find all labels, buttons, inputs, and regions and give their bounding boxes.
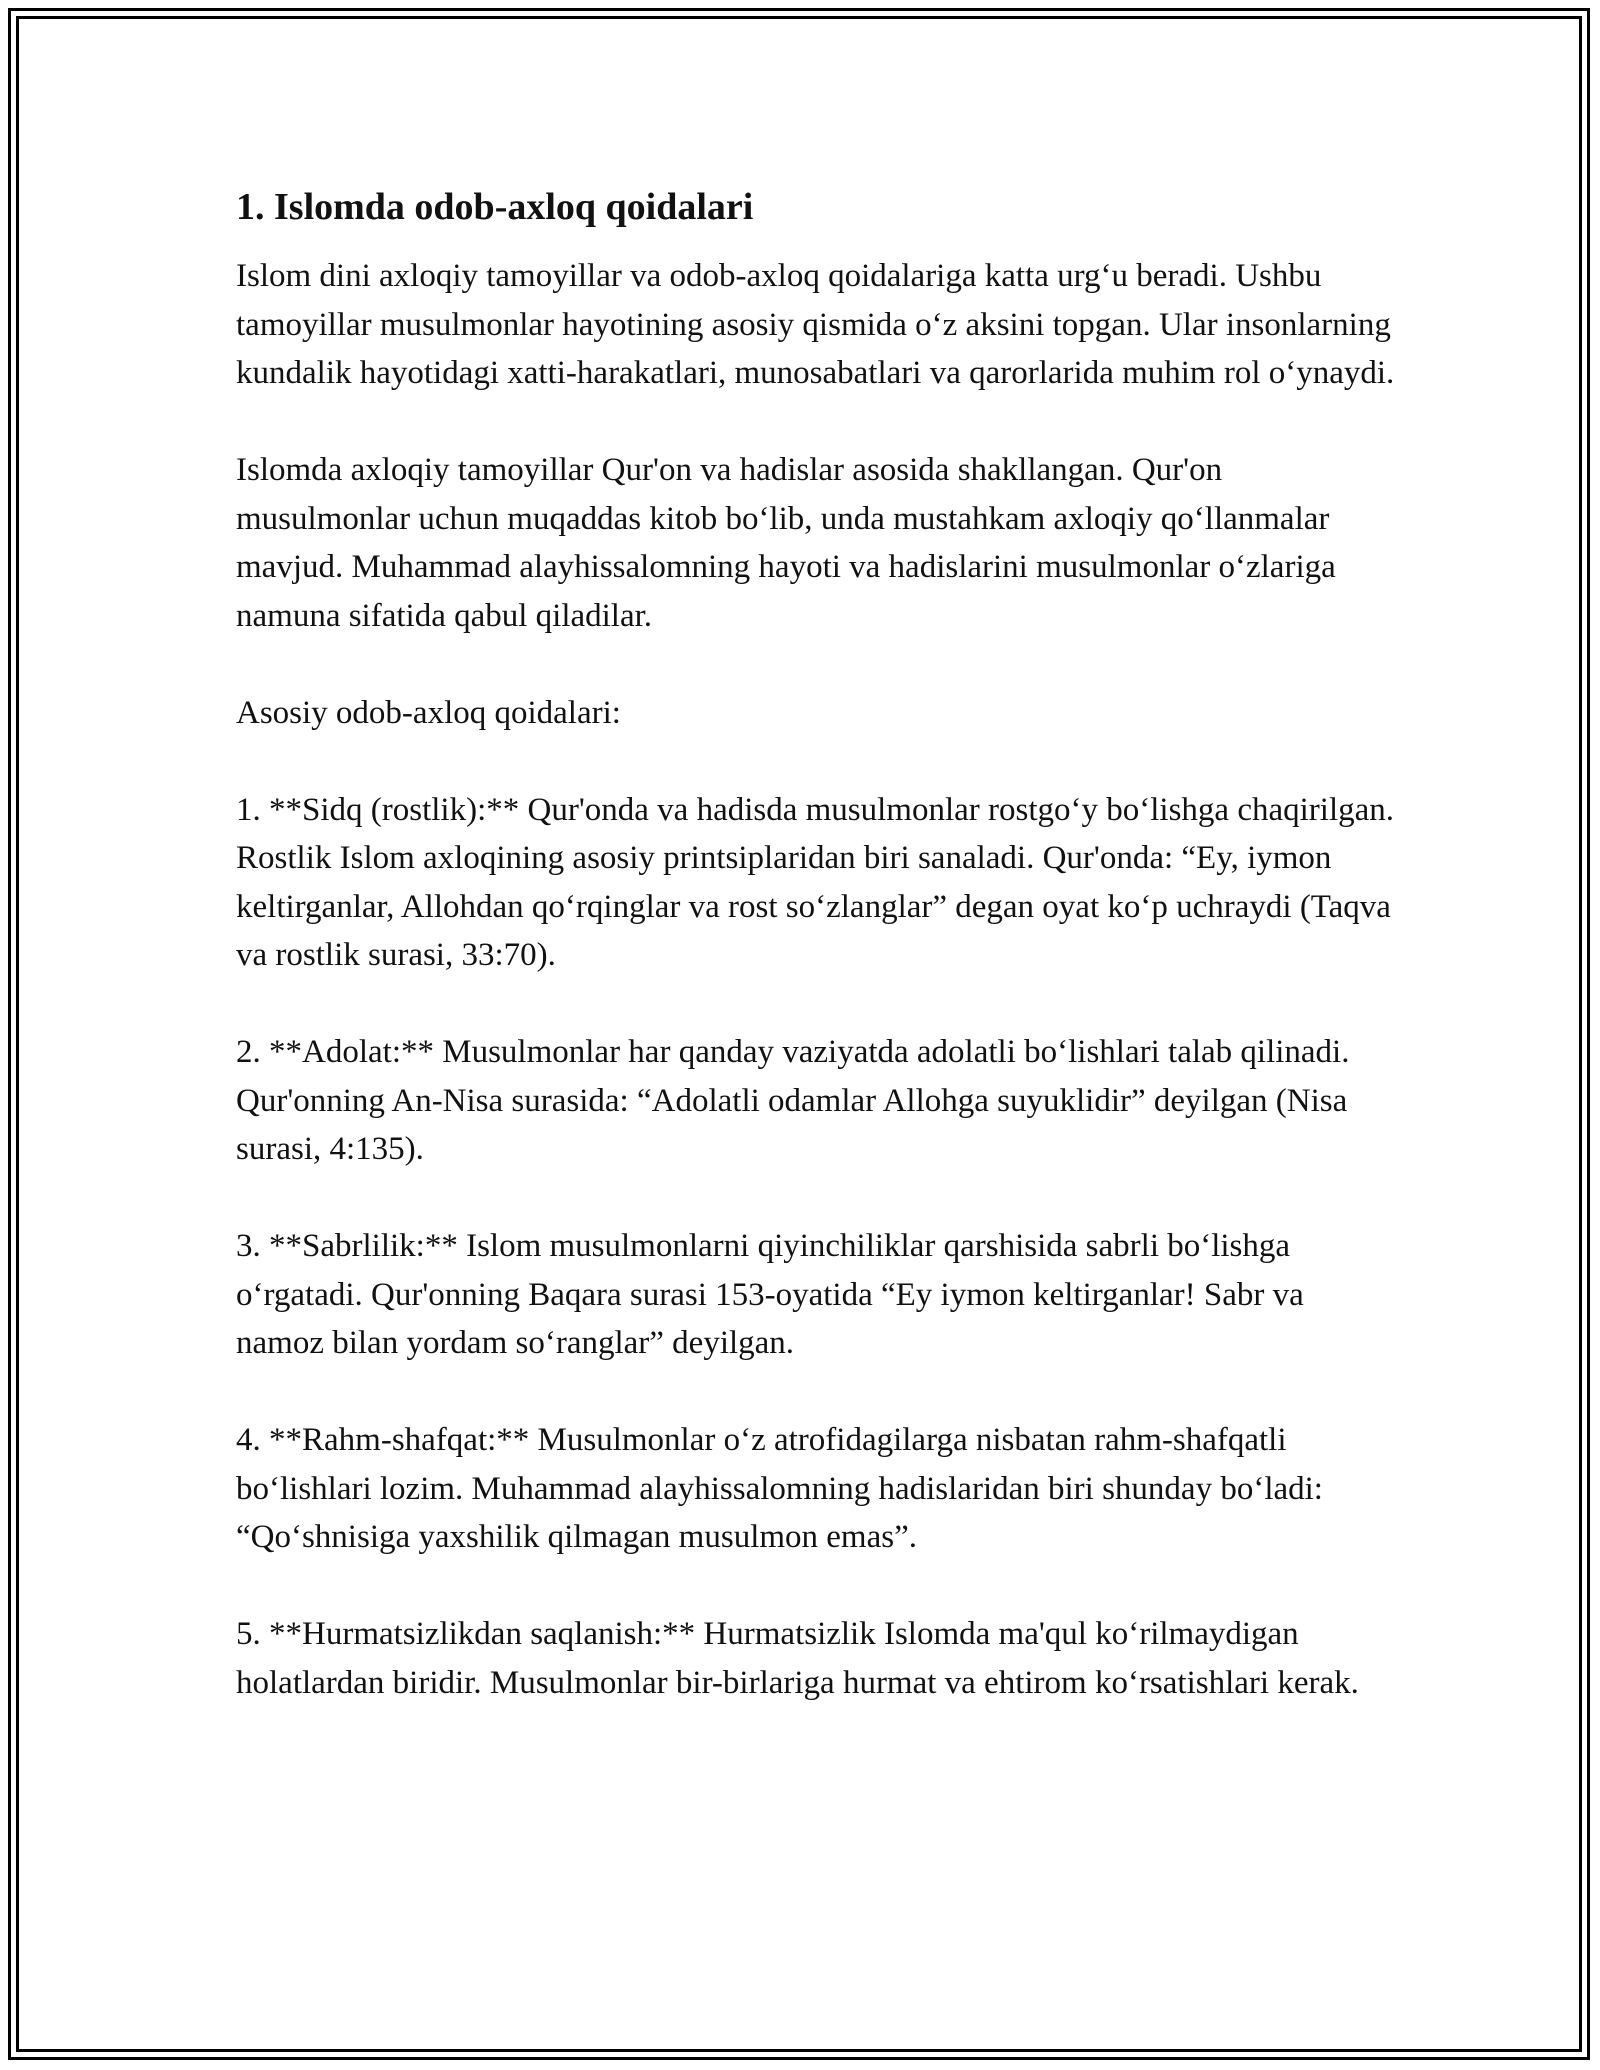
list-item-adolat: 2. **Adolat:** Musulmonlar har qanday vaziyatda adolatli bo‘lishlari talab qilinadi. Qur'onning An-Nisa surasida: “Adolatli odamlar Allohga suyuklidir” deyilgan (Nisa surasi, 4:135). (236, 1034, 1350, 1167)
list-item-sabrlilik: 3. **Sabrlilik:** Islom musulmonlarni qiyinchiliklar qarshisida sabrli bo‘lishga o‘rgatadi. Qur'onning Baqara surasi 153-oyatida “Ey iymon keltirganlar! Sabr va namoz bilan yordam so‘ranglar” deyilgan. (236, 1228, 1304, 1361)
document-title: 1. Islomda odob-axloq qoidalari (236, 186, 754, 228)
list-item-rahm-shafqat: 4. **Rahm-shafqat:** Musulmonlar o‘z atrofidagilarga nisbatan rahm-shafqatli bo‘lishlari lozim. Muhammad alayhissalomning hadislaridan biri shunday bo‘ladi: “Qo‘shnisiga yaxshilik qilmagan musulmon emas”. (236, 1422, 1323, 1555)
paragraph-intro: Islom dini axloqiy tamoyillar va odob-axloq qoidalariga katta urg‘u beradi. Ushbu tamoyillar musulmonlar hayotining asosiy qismida o‘z aksini topgan. Ular insonlarning kundalik hayotidagi xatti-harakatlari, munosabatlari va qarorlarida muhim rol o‘ynaydi. (236, 258, 1395, 391)
document-body (236, 182, 1396, 1756)
paragraph-sources: Islomda axloqiy tamoyillar Qur'on va hadislar asosida shakllangan. Qur'on musulmonlar uchun muqaddas kitob bo‘lib, unda mustahkam axloqiy qo‘llanmalar mavjud. Muhammad alayhissalomning hayoti va hadislarini musulmonlar o‘zlariga namuna sifatida qabul qiladilar. (236, 452, 1336, 634)
paragraph-list-heading: Asosiy odob-axloq qoidalari: (236, 694, 621, 731)
list-item-hurmatsizlik: 5. **Hurmatsizlikdan saqlanish:** Hurmatsizlik Islomda ma'qul ko‘rilmaydigan holatlardan biridir. Musulmonlar bir-birlariga hurmat va ehtirom ko‘rsatishlari kerak. (236, 1616, 1359, 1701)
list-item-sidq: 1. **Sidq (rostlik):** Qur'onda va hadisda musulmonlar rostgo‘y bo‘lishga chaqirilgan. Rostlik Islom axloqining asosiy printsiplaridan biri sanaladi. Qur'onda: “Ey, iymon keltirganlar, Allohdan qo‘rqinglar va rost so‘zlanglar” degan oyat ko‘p uchraydi (Taqva va rostlik surasi, 33:70). (236, 791, 1395, 973)
